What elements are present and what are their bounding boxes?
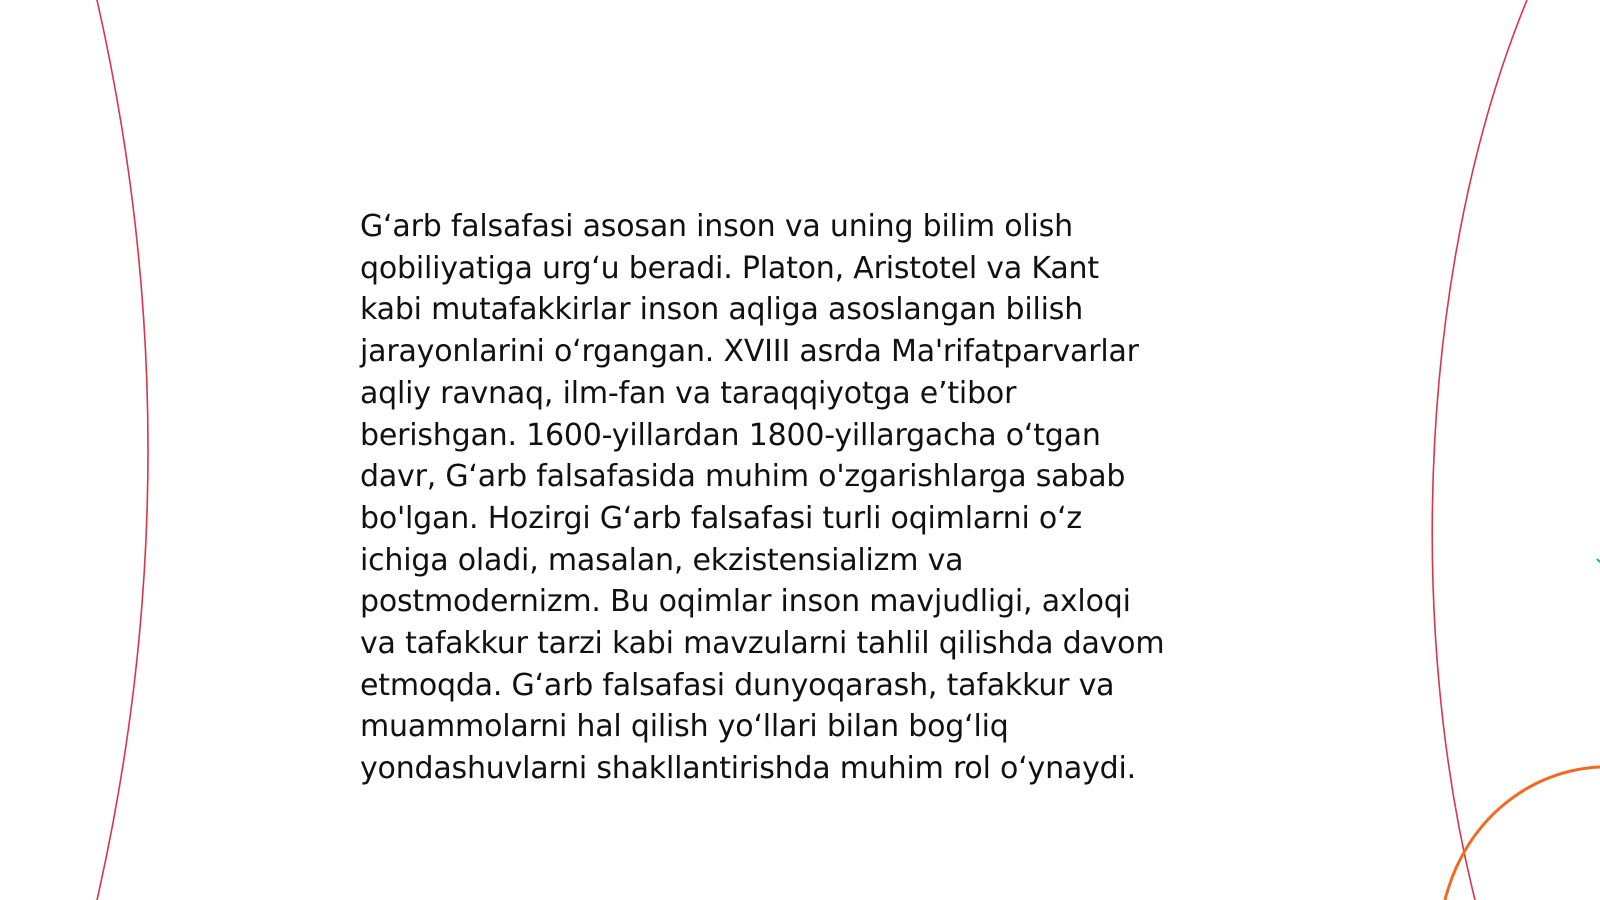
- paragraph-line: va tafakkur tarzi kabi mavzularni tahlil qilishda davom: [360, 626, 1165, 662]
- paragraph-line: kabi mutafakkirlar inson aqliga asoslangan bilish: [360, 292, 1084, 328]
- paragraph-line: postmodernizm. Bu oqimlar inson mavjudligi, axloqi: [360, 584, 1131, 620]
- paragraph-line: qobiliyatiga urg‘u beradi. Platon, Aristotel va Kant: [360, 250, 1099, 286]
- paragraph-line: etmoqda. G‘arb falsafasi dunyoqarash, tafakkur va: [360, 667, 1115, 703]
- paragraph-line: muammolarni hal qilish yo‘llari bilan bog‘liq: [360, 709, 1009, 745]
- left-red-curve: [97, 0, 148, 900]
- paragraph-line: yondashuvlarni shakllantirishda muhim rol o‘ynaydi.: [360, 751, 1136, 787]
- paragraph-line: ichiga oladi, masalan, ekzistensializm va: [360, 542, 964, 578]
- body-paragraph: [360, 206, 1260, 790]
- orange-arc: [1445, 767, 1600, 900]
- paragraph-line: G‘arb falsafasi asosan inson va uning bilim olish: [360, 209, 1073, 244]
- paragraph-line: bo'lgan. Hozirgi G‘arb falsafasi turli oqimlarni o‘z: [360, 500, 1082, 536]
- right-red-curve: [1432, 0, 1527, 900]
- paragraph-line: berishgan. 1600-yillardan 1800-yillargacha o‘tgan: [360, 417, 1101, 453]
- paragraph-line: aqliy ravnaq, ilm-fan va taraqqiyotga e’tibor: [360, 375, 1017, 411]
- paragraph-line: davr, G‘arb falsafasida muhim o'zgarishlarga sabab: [360, 459, 1126, 495]
- paragraph-line: jarayonlarini o‘rgangan. XVIII asrda Ma'rifatparvarlar: [360, 334, 1139, 370]
